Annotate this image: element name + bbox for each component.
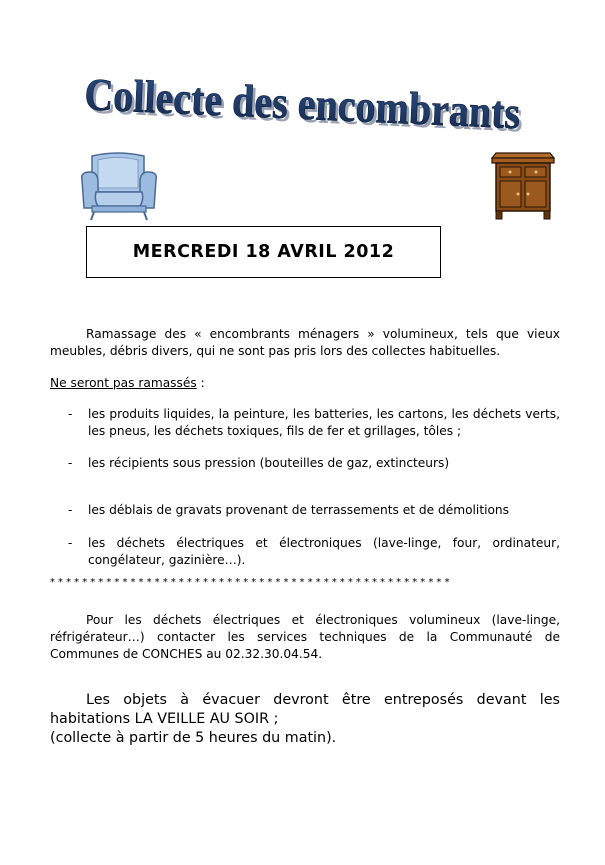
armchair-icon xyxy=(78,150,160,222)
list-item xyxy=(50,406,560,440)
title-shadow: Collecte des encombrants xyxy=(86,72,530,145)
date-box xyxy=(86,226,441,278)
list-item-text: les produits liquides, la peinture, les batteries, les cartons, les déchets verts, les pneus, les déchets toxiques, fils de fer et grillages, tôles ; xyxy=(88,407,560,438)
important-note xyxy=(50,691,560,748)
bullet-dash: - xyxy=(68,456,73,470)
exclusions-heading-colon: : xyxy=(196,376,205,390)
exclusions-heading xyxy=(50,375,560,392)
page-title xyxy=(80,72,530,152)
note-line: (collecte à partir de 5 heures du matin). xyxy=(50,730,337,746)
collection-date: MERCREDI 18 AVRIL 2012 xyxy=(132,242,395,262)
bullet-dash: - xyxy=(68,407,73,421)
exclusions-heading-text: Ne seront pas ramassés xyxy=(50,376,197,390)
list-item xyxy=(50,455,560,472)
intro-paragraph: Ramassage des « encombrants ménagers » volumineux, tels que vieux meubles, débris divers, qui ne sont pas pris lors des collectes habituelles. xyxy=(50,327,560,358)
cabinet-icon xyxy=(490,152,556,220)
contact-paragraph: Pour les déchets électriques et électroniques volumineux (lave-linge, réfrigérateur…) contacter les services techniques de la Communauté de Communes de CONCHES au 02.32.30.04.54. xyxy=(50,613,560,661)
title-text: Collecte des encombrants xyxy=(83,72,530,142)
list-item-text: les déblais de gravats provenant de terrassements et de démolitions xyxy=(88,503,510,517)
list-item-text: les récipients sous pression (bouteilles de gaz, extincteurs) xyxy=(88,456,450,470)
bullet-dash: - xyxy=(68,503,73,517)
separator-line: ************************************************** xyxy=(50,577,453,588)
list-item xyxy=(50,502,560,519)
list-item xyxy=(50,535,560,569)
list-item-text: les déchets électriques et électroniques (lave-linge, four, ordinateur, congélateur, gazinière…). xyxy=(88,536,560,567)
bullet-dash: - xyxy=(68,536,73,550)
note-line: Les objets à évacuer devront être entreposés devant les habitations LA VEILLE AU SOIR ; xyxy=(50,692,560,727)
